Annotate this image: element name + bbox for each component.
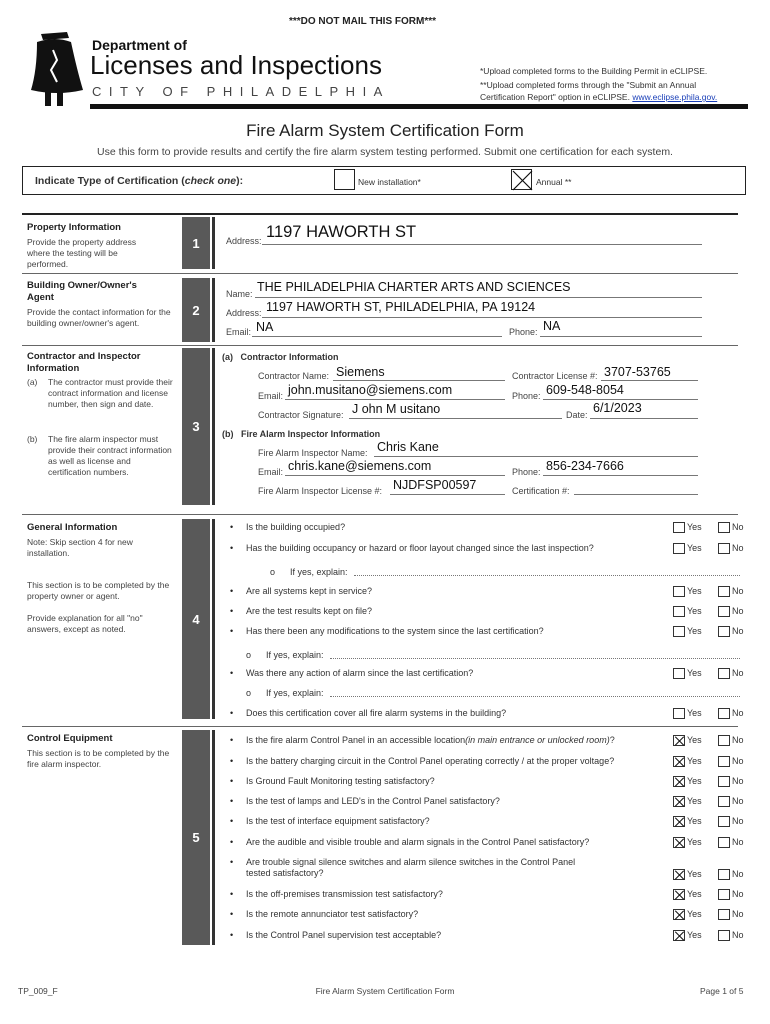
s4-q6-text: Was there any action of alarm since the last certification? (246, 668, 474, 678)
no-label: No (732, 708, 744, 718)
s4-q1-yes-checkbox[interactable] (673, 522, 685, 533)
section3-number: 3 (182, 348, 210, 505)
s5-q6-no-checkbox[interactable] (718, 837, 730, 848)
footer-form-code: TP_009_F (18, 986, 58, 996)
inspector-info-heading: (b) Fire Alarm Inspector Information (222, 429, 381, 439)
s5-q7-yes-checkbox[interactable] (673, 869, 685, 880)
s4-q2-no-checkbox[interactable] (718, 543, 730, 554)
s5-q3-text: Is Ground Fault Monitoring testing satisfactory? (246, 776, 435, 786)
contractor-date-value[interactable]: 6/1/2023 (593, 401, 642, 415)
s4-q5-explain-label: o If yes, explain: (246, 650, 324, 660)
cert-type-label-end: ): (236, 175, 244, 187)
owner-address-line (262, 317, 702, 318)
liberty-bell-logo (27, 30, 85, 110)
dept-line1: Department of (92, 37, 187, 53)
property-address-line (262, 244, 702, 245)
cert-type-label-text: Indicate Type of Certification ( (35, 175, 185, 187)
property-address-label: Address: (226, 236, 262, 246)
s5-q5-yes-checkbox[interactable] (673, 816, 685, 827)
s4-q2-explain-label: o If yes, explain: (270, 567, 348, 577)
section5-divider (212, 730, 215, 945)
contractor-date-label: Date: (566, 410, 588, 420)
section2-top-rule (22, 273, 738, 274)
s4-q7-text: Does this certification cover all fire alarm systems in the building? (246, 708, 507, 718)
bullet: • (230, 586, 234, 596)
s4-q2-yes-checkbox[interactable] (673, 543, 685, 554)
s4-q5-no-checkbox[interactable] (718, 626, 730, 637)
s5-q1-end: ? (609, 735, 615, 745)
new-installation-label: New installation* (358, 177, 421, 187)
inspector-license-label: Fire Alarm Inspector License #: (258, 486, 383, 496)
s5-q8-no-checkbox[interactable] (718, 889, 730, 900)
s5-q5-no-checkbox[interactable] (718, 816, 730, 827)
yes-label: Yes (687, 522, 702, 532)
upload-note-3 (480, 92, 717, 102)
dept-line2: Licenses and Inspections (90, 50, 382, 80)
no-label: No (732, 930, 744, 940)
explain-text: If yes, explain: (290, 567, 348, 577)
s4-q4-text: Are the test results kept on file? (246, 606, 373, 616)
yes-label: Yes (687, 735, 702, 745)
s4-q1-no-checkbox[interactable] (718, 522, 730, 533)
yes-label: Yes (687, 756, 702, 766)
owner-address-label: Address: (226, 308, 262, 318)
explain-text: If yes, explain: (266, 688, 324, 698)
no-label: No (732, 816, 744, 826)
do-not-mail-notice: ***DO NOT MAIL THIS FORM*** (288, 16, 437, 27)
yes-label: Yes (687, 626, 702, 636)
section1-top-rule (22, 213, 738, 215)
checkmark-x-icon (512, 170, 533, 191)
no-label: No (732, 543, 744, 553)
bullet: • (230, 776, 234, 786)
certification-type-label (35, 175, 243, 187)
form-title: Fire Alarm System Certification Form (246, 121, 524, 140)
no-label: No (732, 668, 744, 678)
s4-q6-yes-checkbox[interactable] (673, 668, 685, 679)
section3-top-rule (22, 345, 738, 346)
yes-label: Yes (687, 776, 702, 786)
section3-title-line1: Contractor and Inspector (27, 351, 141, 362)
inspector-email-line (285, 475, 505, 476)
section2-title-line2: Agent (27, 292, 54, 303)
bullet: • (230, 816, 234, 826)
contractor-name-value[interactable]: Siemens (336, 365, 385, 379)
owner-name-value[interactable]: THE PHILADELPHIA CHARTER ARTS AND SCIENCES (257, 280, 571, 294)
owner-email-line (252, 336, 502, 337)
eclipse-link[interactable]: www.eclipse.phila.gov. (632, 92, 718, 102)
s5-q9-text: Is the remote annunciator test satisfactory? (246, 909, 419, 919)
bullet: • (230, 857, 234, 867)
s5-q1-no-checkbox[interactable] (718, 735, 730, 746)
bullet: • (230, 756, 234, 766)
s5-q1-yes-checkbox[interactable] (673, 735, 685, 746)
section5-description: This section is to be completed by the fire alarm inspector. (27, 748, 170, 769)
s4-q7-no-checkbox[interactable] (718, 708, 730, 719)
section4-title: General Information (27, 522, 118, 533)
section4-desc-3: Provide explanation for all "no" answers, except as noted. (27, 613, 143, 634)
s5-q9-yes-checkbox[interactable] (673, 909, 685, 920)
s4-q5-yes-checkbox[interactable] (673, 626, 685, 637)
yes-label: Yes (687, 796, 702, 806)
bullet: • (230, 909, 234, 919)
footer-page-number: Page 1 of 5 (700, 986, 744, 996)
bullet: • (230, 606, 234, 616)
no-label: No (732, 626, 744, 636)
certification-number-line (574, 494, 698, 495)
contractor-name-label: Contractor Name: (258, 371, 330, 381)
bullet: • (230, 796, 234, 806)
section4-top-rule (22, 514, 738, 515)
s5-q4-yes-checkbox[interactable] (673, 796, 685, 807)
no-label: No (732, 606, 744, 616)
explain-text: If yes, explain: (266, 650, 324, 660)
no-label: No (732, 735, 744, 745)
section5-title: Control Equipment (27, 733, 113, 744)
s4-q6-explain-line[interactable] (330, 696, 740, 697)
no-label: No (732, 776, 744, 786)
upload-note-1: *Upload completed forms to the Building Permit in eCLIPSE. (480, 66, 708, 76)
yes-label: Yes (687, 909, 702, 919)
s5-q8-text: Is the off-premises transmission test satisfactory? (246, 889, 443, 899)
s4-q6-explain-label: o If yes, explain: (246, 688, 324, 698)
yes-label: Yes (687, 837, 702, 847)
s4-q5-text: Has there been any modifications to the system since the last certification? (246, 626, 544, 636)
s5-q10-text: Is the Control Panel supervision test acceptable? (246, 930, 442, 940)
section3-title-line2: Information (27, 363, 80, 374)
s4-q2-explain-line[interactable] (354, 575, 740, 576)
section1-divider (212, 217, 215, 269)
section1-description: Provide the property address where the testing will be performed. (27, 237, 137, 269)
yes-label: Yes (687, 930, 702, 940)
inspector-license-line (390, 494, 505, 495)
bullet: • (230, 889, 234, 899)
no-label: No (732, 869, 744, 879)
contractor-date-line (590, 418, 698, 419)
bullet: • (230, 708, 234, 718)
bullet: • (230, 668, 234, 678)
bullet: • (230, 930, 234, 940)
s4-q6-no-checkbox[interactable] (718, 668, 730, 679)
yes-label: Yes (687, 889, 702, 899)
yes-label: Yes (687, 869, 702, 879)
s5-q3-no-checkbox[interactable] (718, 776, 730, 787)
contractor-phone-value[interactable]: 609-548-8054 (546, 383, 624, 397)
contractor-license-value[interactable]: 3707-53765 (604, 365, 671, 379)
upload-note-3-text: Certification Report" option in eCLIPSE. (480, 92, 630, 102)
s4-q7-yes-checkbox[interactable] (673, 708, 685, 719)
s5-q1-em: (in main entrance or unlocked room) (465, 735, 610, 745)
contractor-email-label: Email: (258, 391, 284, 401)
section5-number: 5 (182, 730, 210, 945)
owner-address-value[interactable]: 1197 HAWORTH ST, PHILADELPHIA, PA 19124 (266, 300, 536, 314)
s4-q4-yes-checkbox[interactable] (673, 606, 685, 617)
section3-desc-b: The fire alarm inspector must provide their contract information as well as license and certification numbers. (48, 434, 172, 477)
s5-q6-yes-checkbox[interactable] (673, 837, 685, 848)
property-address-value[interactable]: 1197 HAWORTH ST (266, 223, 417, 241)
contractor-phone-line (543, 399, 698, 400)
s4-q3-no-checkbox[interactable] (718, 586, 730, 597)
s5-q2-no-checkbox[interactable] (718, 756, 730, 767)
certification-number-label: Certification #: (512, 486, 570, 496)
section1-title: Property Information (27, 222, 121, 233)
bullet: • (230, 522, 234, 532)
contractor-info-heading: (a) Contractor Information (222, 352, 339, 362)
section1-number: 1 (182, 217, 210, 269)
s5-q5-text: Is the test of interface equipment satisfactory? (246, 816, 430, 826)
yes-label: Yes (687, 586, 702, 596)
s5-q1-main: Is the fire alarm Control Panel in an accessible location (246, 735, 466, 745)
section3-desc-a-mark: (a) (27, 377, 38, 387)
no-label: No (732, 889, 744, 899)
s5-q9-no-checkbox[interactable] (718, 909, 730, 920)
section4-desc-2: This section is to be completed by the property owner or agent. (27, 580, 170, 601)
inspector-name-line (374, 456, 698, 457)
contractor-name-line (333, 380, 505, 381)
no-label: No (732, 909, 744, 919)
no-label: No (732, 837, 744, 847)
s5-q10-no-checkbox[interactable] (718, 930, 730, 941)
annual-label: Annual ** (536, 177, 572, 187)
s4-q4-no-checkbox[interactable] (718, 606, 730, 617)
inspector-email-label: Email: (258, 467, 284, 477)
yes-label: Yes (687, 606, 702, 616)
inspector-name-label: Fire Alarm Inspector Name: (258, 448, 368, 458)
s5-q7-text-line2: tested satisfactory? (246, 868, 324, 878)
form-subtitle: Use this form to provide results and certify the fire alarm system testing performed. Submit one certification for each system. (97, 146, 673, 158)
owner-phone-line (540, 336, 702, 337)
s5-q2-yes-checkbox[interactable] (673, 756, 685, 767)
upload-note-2: **Upload completed forms through the "Submit an Annual (480, 80, 697, 90)
yes-label: Yes (687, 708, 702, 718)
section4-number: 4 (182, 519, 210, 719)
s4-q1-text: Is the building occupied? (246, 522, 346, 532)
footer-form-name: Fire Alarm System Certification Form (315, 986, 455, 996)
no-label: No (732, 796, 744, 806)
s5-q10-yes-checkbox[interactable] (673, 930, 685, 941)
section4-desc-1: Note: Skip section 4 for new installation. (27, 537, 133, 558)
s5-q3-yes-checkbox[interactable] (673, 776, 685, 787)
section2-number: 2 (182, 278, 210, 342)
section2-divider (212, 278, 215, 342)
inspector-phone-value[interactable]: 856-234-7666 (546, 459, 624, 473)
section3-divider (212, 348, 215, 505)
s4-q3-yes-checkbox[interactable] (673, 586, 685, 597)
inspector-email-value[interactable]: chris.kane@siemens.com (288, 459, 432, 473)
contractor-signature-value[interactable]: J ohn M usitano (352, 402, 441, 416)
s4-q2-text: Has the building occupancy or hazard or floor layout changed since the last inspection? (246, 543, 594, 553)
s5-q7-text-line1: Are trouble signal silence switches and alarm silence switches in the Control Panel (246, 857, 576, 867)
owner-phone-value[interactable]: NA (543, 319, 561, 333)
s4-q3-text: Are all systems kept in service? (246, 586, 373, 596)
section3-desc-a: The contractor must provide their contract information and license number, then sign and date. (48, 377, 173, 409)
no-label: No (732, 756, 744, 766)
bullet: • (230, 735, 234, 745)
bullet: • (230, 837, 234, 847)
s4-q5-explain-line[interactable] (330, 658, 740, 659)
s5-q1-text (246, 735, 615, 745)
s5-q4-no-checkbox[interactable] (718, 796, 730, 807)
owner-name-line (255, 297, 702, 298)
owner-phone-label: Phone: (509, 327, 538, 337)
section2-description: Provide the contact information for the building owner/owner's agent. (27, 307, 171, 328)
section2-title-line1: Building Owner/Owner's (27, 280, 137, 291)
dept-line3: CITY OF PHILADELPHIA (92, 84, 390, 99)
contractor-email-value[interactable]: john.musitano@siemens.com (288, 383, 453, 397)
section4-divider (212, 519, 215, 719)
owner-email-value[interactable]: NA (256, 320, 274, 334)
yes-label: Yes (687, 668, 702, 678)
bullet: • (230, 543, 234, 553)
contractor-license-line (601, 380, 698, 381)
no-label: No (732, 586, 744, 596)
yes-label: Yes (687, 816, 702, 826)
new-installation-checkbox[interactable] (334, 169, 355, 190)
section3-desc-b-mark: (b) (27, 434, 38, 444)
contractor-phone-label: Phone: (512, 391, 541, 401)
contractor-signature-line (349, 418, 562, 419)
owner-email-label: Email: (226, 327, 252, 337)
s5-q4-text: Is the test of lamps and LED's in the Control Panel satisfactory? (246, 796, 500, 806)
contractor-signature-label: Contractor Signature: (258, 410, 344, 420)
no-label: No (732, 522, 744, 532)
contractor-license-label: Contractor License #: (512, 371, 598, 381)
yes-label: Yes (687, 543, 702, 553)
bullet: • (230, 626, 234, 636)
owner-name-label: Name: (226, 289, 253, 299)
s5-q7-no-checkbox[interactable] (718, 869, 730, 880)
s5-q6-text: Are the audible and visible trouble and alarm signals in the Control Panel satisfactory? (246, 837, 590, 847)
cert-type-label-em: check one (184, 175, 237, 187)
inspector-phone-label: Phone: (512, 467, 541, 477)
s5-q8-yes-checkbox[interactable] (673, 889, 685, 900)
section5-top-rule (22, 726, 738, 727)
inspector-phone-line (543, 475, 698, 476)
annual-checkbox[interactable] (511, 169, 532, 190)
inspector-name-value[interactable]: Chris Kane (377, 440, 439, 454)
inspector-license-value[interactable]: NJDFSP00597 (393, 478, 477, 492)
contractor-email-line (285, 399, 505, 400)
s5-q2-text: Is the battery charging circuit in the Control Panel operating correctly / at the proper voltage? (246, 756, 615, 766)
header-rule (90, 104, 748, 109)
